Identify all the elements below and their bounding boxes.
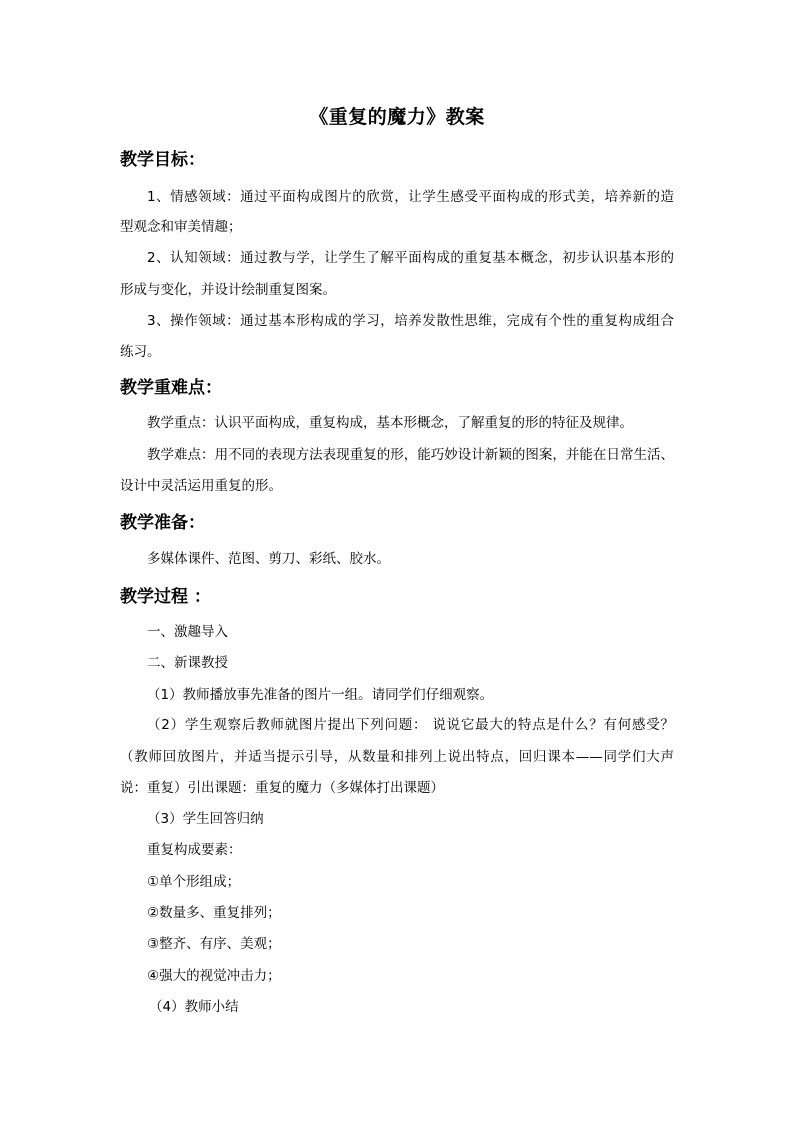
paragraph-line: 形成与变化，并设计绘制重复图案。 <box>120 282 336 298</box>
paragraph-line: 设计中灵活运用重复的形。 <box>120 478 282 494</box>
paragraph-line: 一、激趣导入 <box>147 624 228 640</box>
paragraph-line: 教学难点：用不同的表现方法表现重复的形，能巧妙设计新颖的图案，并能在日常生活、 <box>147 447 674 463</box>
paragraph-line: （4）教师小结 <box>149 999 239 1015</box>
section-heading-preparation: 教学准备： <box>120 513 205 533</box>
paragraph-line: （2）学生观察后教师就图片提出下列问题： 说说它最大的特点是什么？有何感受？ <box>147 717 674 733</box>
paragraph-line: 型观念和审美情趣； <box>120 219 242 235</box>
paragraph-line: （教师回放图片，并适当提示引导，从数量和排列上说出特点，回归课本——同学们大声 <box>120 749 674 765</box>
paragraph-line: 2、认知领域：通过教与学，让学生了解平面构成的重复基本概念，初步认识基本形的 <box>147 250 674 266</box>
document-title: 《重复的魔力》教案 <box>309 106 485 128</box>
section-heading-process: 教学过程 ： <box>120 587 211 607</box>
paragraph-line: 3、操作领域：通过基本形构成的学习，培养发散性思维，完成有个性的重复构成组合 <box>147 313 674 329</box>
paragraph-line: 1、情感领域：通过平面构成图片的欣赏，让学生感受平面构成的形式美，培养新的造 <box>147 189 674 205</box>
paragraph-line: 重复构成要素： <box>147 842 242 858</box>
paragraph-line: （3）学生回答归纳 <box>147 811 264 827</box>
paragraph-line: 多媒体课件、范图、剪刀、彩纸、胶水。 <box>147 551 390 567</box>
section-heading-goals: 教学目标： <box>120 150 205 170</box>
paragraph-line: 教学重点：认识平面构成，重复构成，基本形概念，了解重复的形的特征及规律。 <box>147 415 633 431</box>
paragraph-line: ①单个形组成； <box>147 874 241 890</box>
section-heading-key-points: 教学重难点： <box>120 378 222 398</box>
paragraph-line: 说：重复）引出课题：重复的魔力（多媒体打出课题） <box>120 780 444 796</box>
paragraph-line: 二、新课教授 <box>147 655 228 671</box>
paragraph-line: ②数量多、重复排列； <box>147 905 281 921</box>
paragraph-line: ④强大的视觉冲击力； <box>147 968 281 984</box>
paragraph-line: ③整齐、有序、美观； <box>147 936 281 952</box>
paragraph-line: （1）教师播放事先准备的图片一组。请同学们仔细观察。 <box>147 687 494 703</box>
paragraph-line: 练习。 <box>120 344 161 360</box>
